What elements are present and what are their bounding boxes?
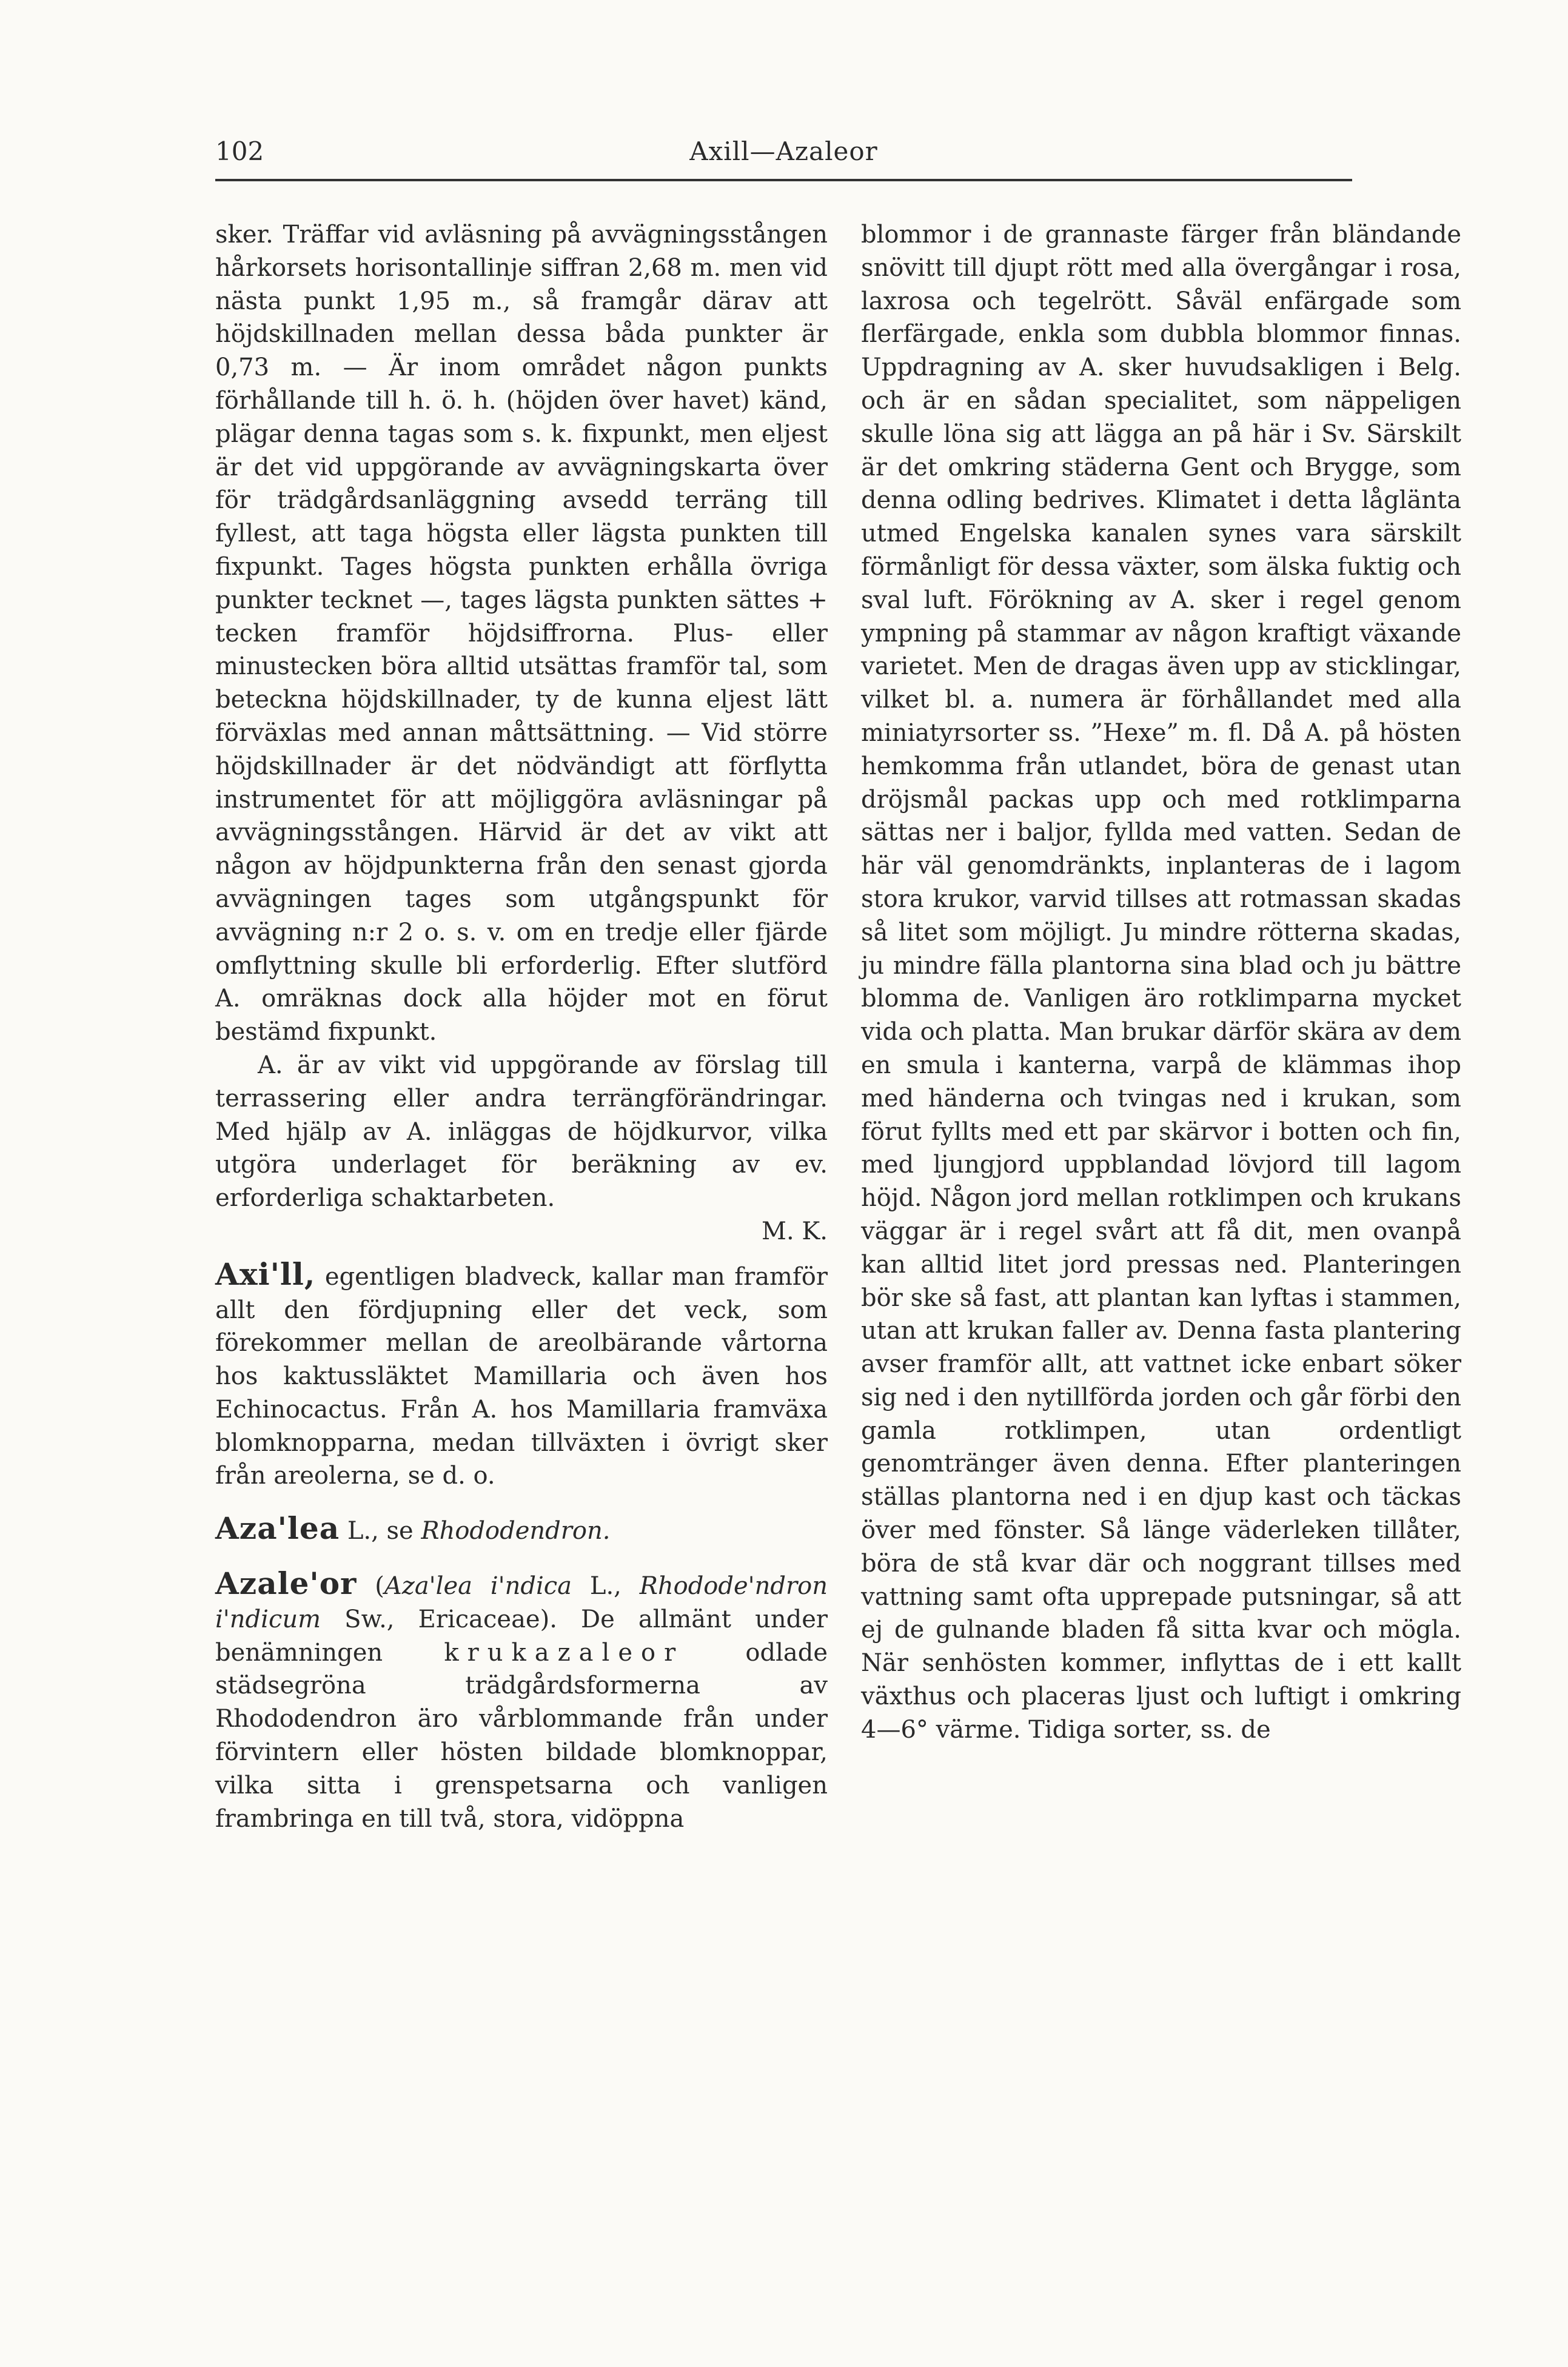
entry-text: egentligen bladveck, kallar man framför allt den fördjupning eller det veck, som förekommer mellan de areolbärande vårtorna hos kaktussläktet Mamillaria och även hos Echinocactus. Från A. hos Mamillaria framväxa blomknopparna, medan tillväxten i övrigt sker från areolerna, se d. o. [215, 1262, 828, 1490]
page-number: 102 [215, 136, 264, 166]
spaced-term: krukazaleor [444, 1638, 685, 1667]
entry-text: L., [572, 1572, 640, 1601]
cross-reference: Rhododendron. [421, 1517, 611, 1545]
entry-axill [215, 1258, 828, 1493]
entry-text: L., se [340, 1517, 421, 1545]
entry-headword: Azale'or [215, 1565, 357, 1602]
latin-name: Aza'lea i'ndica [384, 1572, 572, 1601]
azaleor-continued: blommor i de grannaste färger från bländande snövitt till djupt rött med alla övergångar i rosa, laxrosa och tegelrött. Såväl enfärgade som flerfärgade, enkla som dubbla blommor finnas. Uppdragning av A. sker huvudsakligen i Belg. och är en sådan specialitet, som näppeligen skulle löna sig att lägga an på här i Sv. Särskilt är det omkring städerna Gent och Brygge, som denna odling bedrives. Klimatet i detta låglänta utmed Engelska kanalen synes vara särskilt förmånligt för dessa växter, som älska fuktig och sval luft. Förökning av A. sker i regel genom ympning på stammar av någon kraftigt växande varietet. Men de dragas även upp av sticklingar, vilket bl. a. numera är förhållandet med alla miniatyrsorter ss. ”Hexe” m. fl. Då A. på hösten hemkomma från utlandet, böra de genast utan dröjsmål packas upp och med rotklimparna sättas ner i baljor, fyllda med vatten. Sedan de här väl genomdränkts, inplanteras de i lagom stora krukor, varvid tillses att rotmassan skadas så litet som möjligt. Ju mindre rötterna skadas, ju mindre fälla plantorna sina blad och ju bättre blomma de. Vanligen äro rotklimparna mycket vida och platta. Man brukar därför skära av dem en smula i kanterna, varpå de klämmas ihop med händerna och tvingas ned i krukan, som förut fyllts med ett par skärvor i botten och fin, med ljungjord uppblandad lövjord till lagom höjd. Någon jord mellan rotklimpen och krukans väggar är i regel svårt att få dit, men ovanpå kan alltid litet jord pressas ned. Planteringen bör ske så fast, att plantan kan lyftas i stammen, utan att krukan faller av. Denna fasta plantering avser framför allt, att vattnet icke enbart söker sig ned i den nytillförda jorden och går förbi den gamla rotklimpen, utan ordentligt genomtränger även denna. Efter planteringen ställas plantorna ned i en djup kast och täckas över med fönster. Så länge väderleken tillåter, böra de stå kvar där och noggrant tillses med vattning samt ofta upprepade putsningar, så att ej de gulnande bladen få sitta kvar och mögla. När senhösten kommer, inflyttas de i ett kallt växthus och placeras ljust och luftigt i omkring 4—6° värme. Tidiga sorter, ss. de [861, 221, 1461, 1744]
left-column [215, 218, 828, 1835]
avvagning-paragraph-2: A. är av vikt vid uppgörande av förslag till terrassering eller andra terrängförändringar. Med hjälp av A. inläggas de höjdkurvor, vilka utgöra underlaget för beräkning av ev. erforderliga schaktarbeten. [215, 1051, 828, 1213]
entry-azaleor [215, 1567, 828, 1835]
entry-headword: Axi'll, [215, 1256, 316, 1292]
latin-name: Rhodode'ndron i'ndicum [215, 1572, 828, 1633]
entry-azalea [215, 1512, 828, 1548]
right-column [861, 218, 1461, 1747]
author-signature: M. K. [762, 1217, 828, 1245]
entry-text: odlade städsegröna trädgårdsformerna av Rhododendron äro vårblommande från under förvintern eller hösten bildade blomknoppar, vilka sitta i grenspetsarna och vanligen frambringa en till två, stora, vidöppna [215, 1638, 828, 1833]
running-title: Axill—Azaleor [689, 136, 878, 166]
entry-text: Sw., Ericaceae). De allmänt under benämningen [215, 1605, 828, 1667]
page-header [215, 130, 1352, 181]
entry-text: ( [357, 1572, 384, 1601]
entry-headword: Aza'lea [215, 1510, 340, 1547]
avvagning-paragraph: sker. Träffar vid avläsning på avvägningsstången hårkorsets horisontallinje siffran 2,68 m. men vid nästa punkt 1,95 m., så framgår därav att höjdskillnaden mellan dessa båda punkter är 0,73 m. — Är inom området någon punkts förhållande till h. ö. h. (höjden över havet) känd, plägar denna tagas som s. k. fixpunkt, men eljest är det vid uppgörande av avvägningskarta över för trädgårdsanläggning avsedd terräng till fyllest, att taga högsta eller lägsta punkten till fixpunkt. Tages högsta punkten erhålla övriga punkter tecknet —, tages lägsta punkten sättes + tecken framför höjdsiffrorna. Plus- eller minustecken böra alltid utsättas framför tal, som beteckna höjdskillnader, ty de kunna eljest lätt förväxlas med annan måttsättning. — Vid större höjdskillnader är det nödvändigt att förflytta instrumentet för att möjliggöra avläsningar på avvägningsstången. Härvid är det av vikt att någon av höjdpunkterna från den senast gjorda avvägningen tages som utgångspunkt för avvägning n:r 2 o. s. v. om en tredje eller fjärde omflyttning skulle bli erforderlig. Efter slutförd A. omräknas dock alla höjder mot en förut bestämd fixpunkt. [215, 221, 828, 1046]
